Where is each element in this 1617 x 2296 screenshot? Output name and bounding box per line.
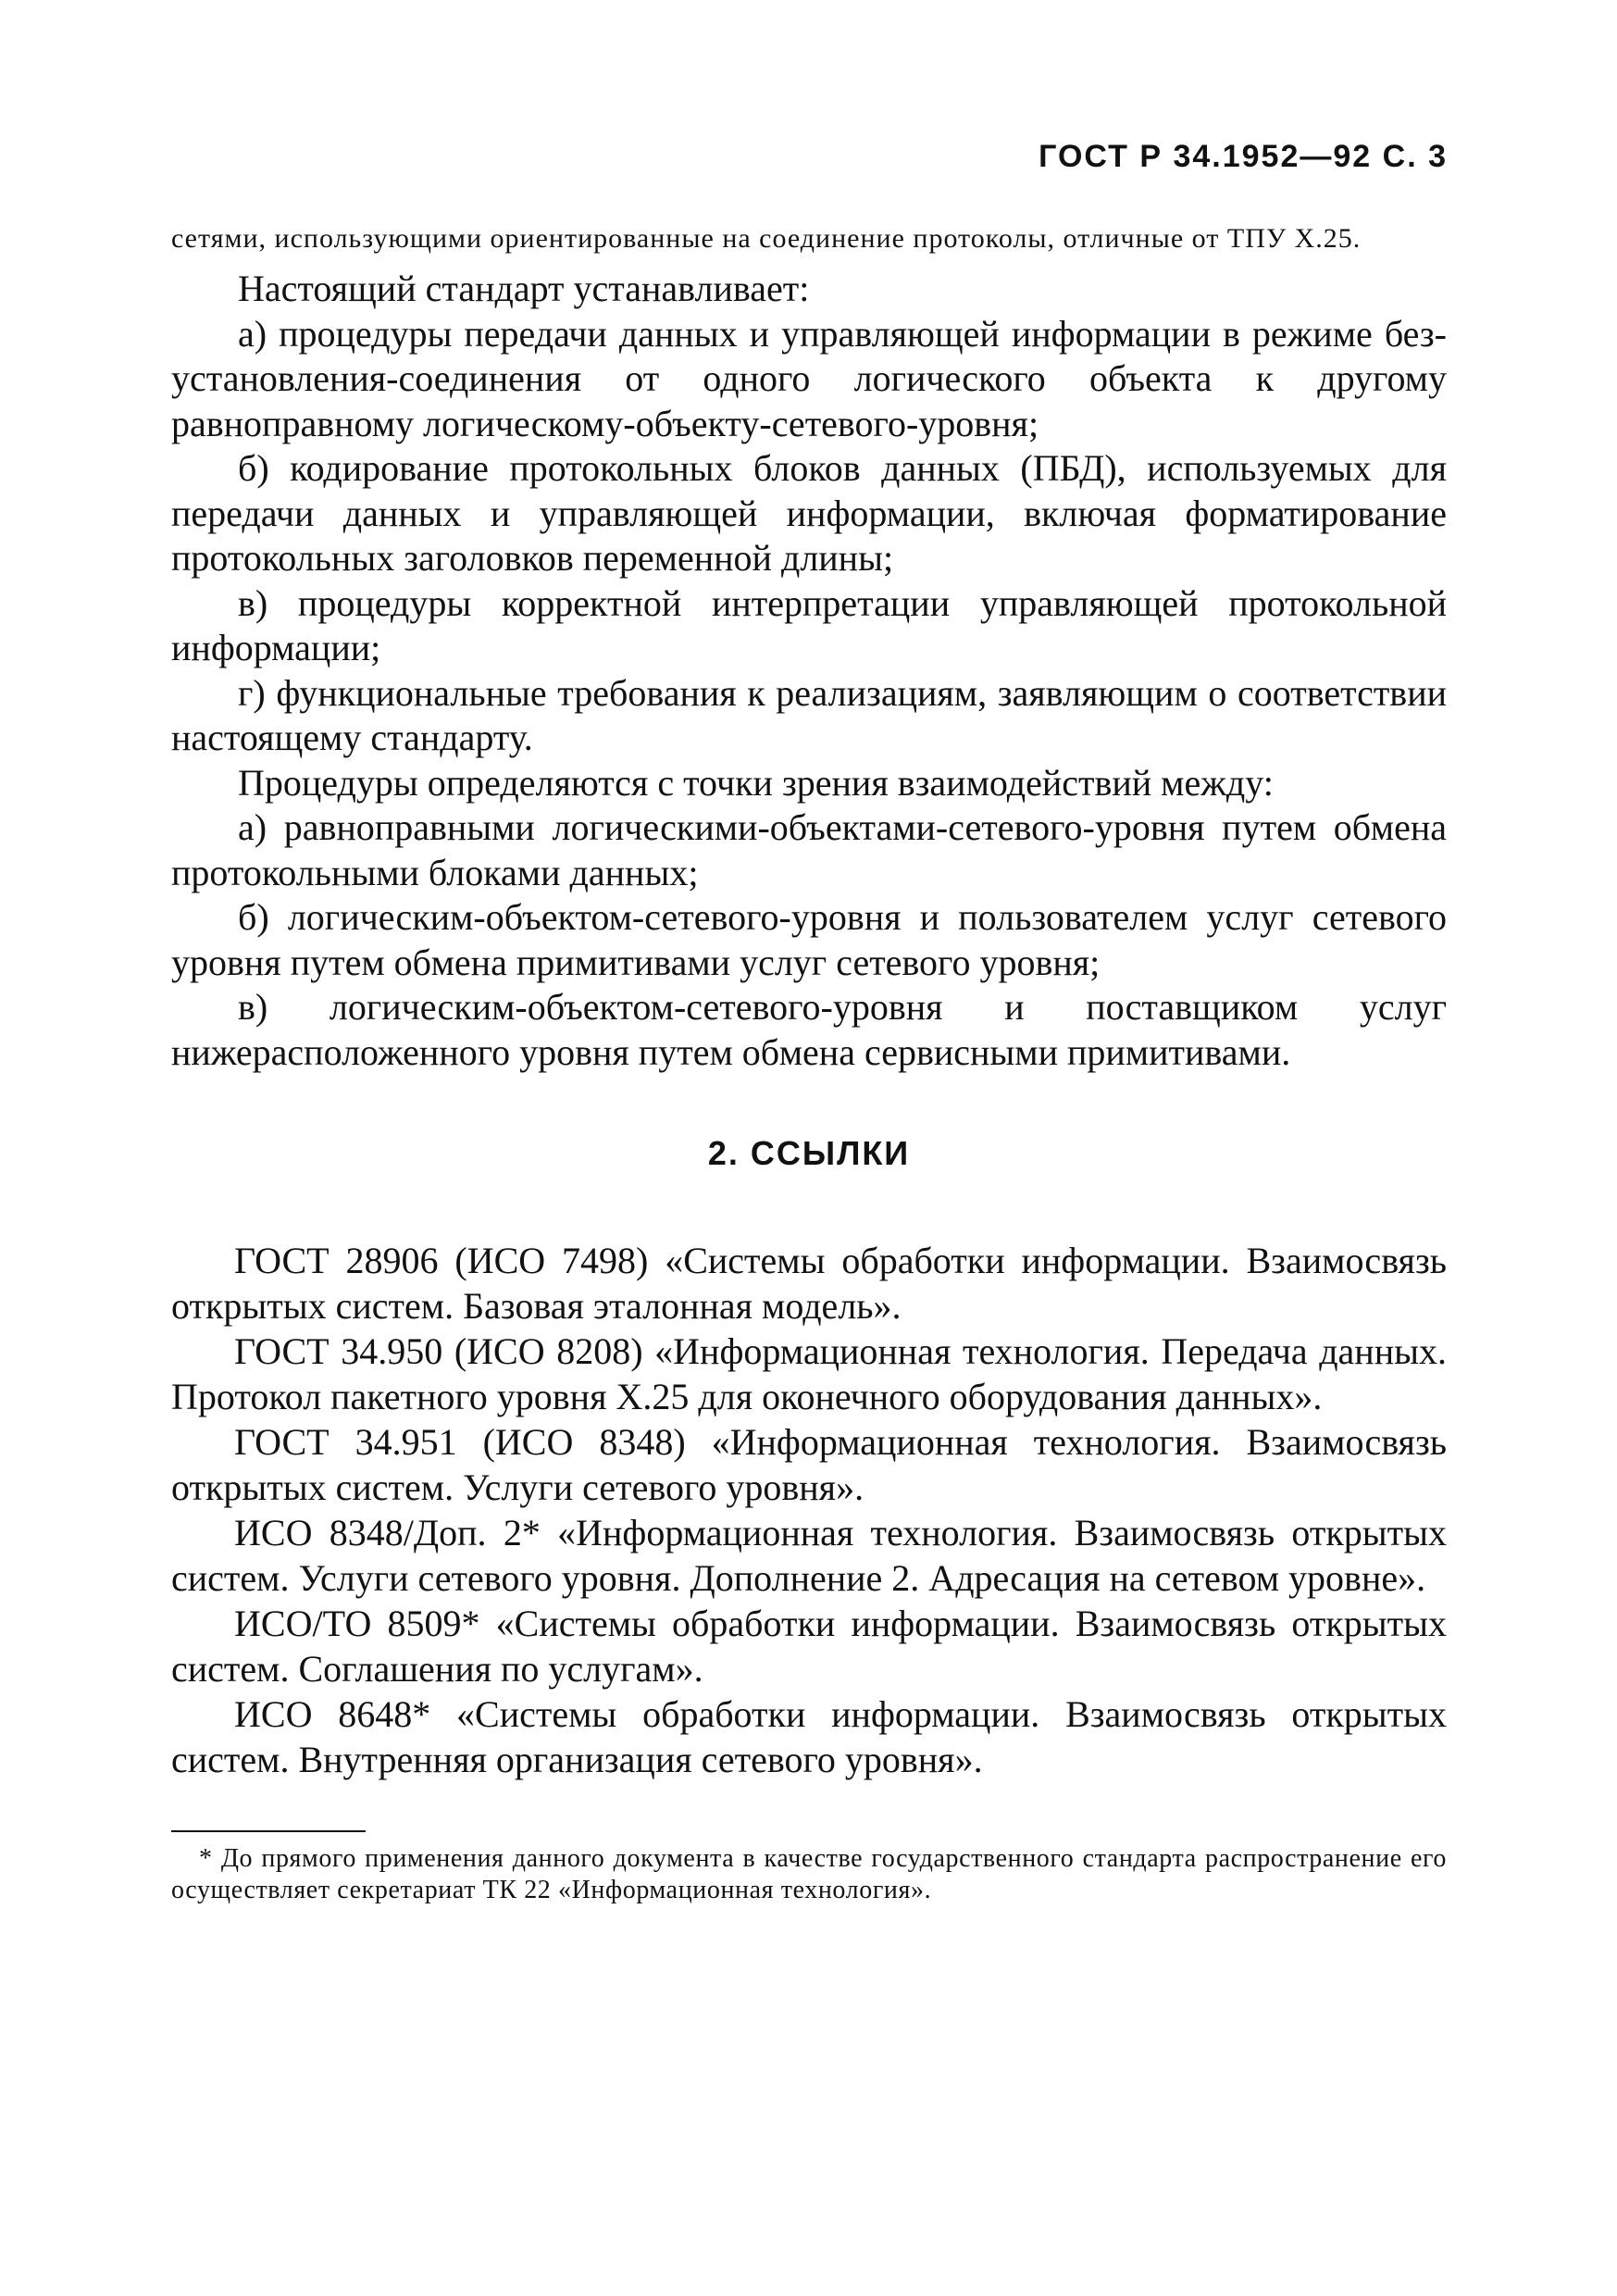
scope-intro: Настоящий стандарт устанавливает: xyxy=(238,268,810,309)
procedures-item-a: а) равноправными логическими-объектами-сетевого-уровня путем обмена протокольными блоками данных; xyxy=(171,806,1447,893)
procedures-item-v: в) логическим-объектом-сетевого-уровня и поставщиком услуг нижерасположенного уровня путем обмена сервисными примитивами. xyxy=(171,986,1447,1073)
procedures-item-b: б) логическим-объектом-сетевого-уровня и пользователем услуг сетевого уровня путем обмена примитивами услуг сетевого уровня; xyxy=(171,896,1447,983)
reference-item: ИСО 8648* «Системы обработки информации. Взаимосвязь открытых систем. Внутренняя организация сетевого уровня». xyxy=(171,1693,1447,1780)
reference-item: ГОСТ 34.951 (ИСО 8348) «Информационная технология. Взаимосвязь открытых систем. Услуги сетевого уровня». xyxy=(171,1421,1447,1508)
section-title: 2. ССЫЛКИ xyxy=(707,1134,911,1172)
reference-item: ГОСТ 34.950 (ИСО 8208) «Информационная технология. Передача данных. Протокол пакетного уровня Х.25 для оконечного оборудования данных». xyxy=(171,1330,1447,1417)
procedures-intro: Процедуры определяются с точки зрения взаимодействий между: xyxy=(238,761,1274,804)
scope-item-b: б) кодирование протокольных блоков данных (ПБД), используемых для передачи данных и управляющей информации, включая форматирование протокольных заголовков переменной длины; xyxy=(171,447,1447,579)
reference-item: ИСО 8348/Доп. 2* «Информационная технология. Взаимосвязь открытых систем. Услуги сетевого уровня. Дополнение 2. Адресация на сетевом уровне». xyxy=(171,1512,1447,1599)
reference-item: ИСО/ТО 8509* «Системы обработки информации. Взаимосвязь открытых систем. Соглашения по услугам». xyxy=(171,1603,1447,1690)
reference-item: ГОСТ 28906 (ИСО 7498) «Системы обработки информации. Взаимосвязь открытых систем. Базовая эталонная модель». xyxy=(171,1240,1447,1327)
scope-item-v: в) процедуры корректной интерпретации управляющей протокольной информации; xyxy=(171,581,1447,668)
footnote: * До прямого применения данного документа в качестве государственного стандарта распространение его осуществляет секретариат ТК 22 «Информационная технология». xyxy=(171,1844,1447,1904)
scope-item-g: г) функциональные требования к реализациям, заявляющим о соответствии настоящему стандарту. xyxy=(171,671,1447,758)
body-text xyxy=(171,220,1447,1906)
scope-item-a: а) процедуры передачи данных и управляющей информации в режиме без-установления-соединения от одного логического объекта к другому равноправному логическому-объекту-сетевого-уровня; xyxy=(171,312,1447,444)
running-header: ГОСТ Р 34.1952—92 С. 3 xyxy=(1039,139,1448,174)
continuation-paragraph: сетями, использующими ориентированные на соединение протоколы, отличные от ТПУ Х.25. xyxy=(171,223,1362,254)
footnote-divider xyxy=(171,1830,366,1832)
